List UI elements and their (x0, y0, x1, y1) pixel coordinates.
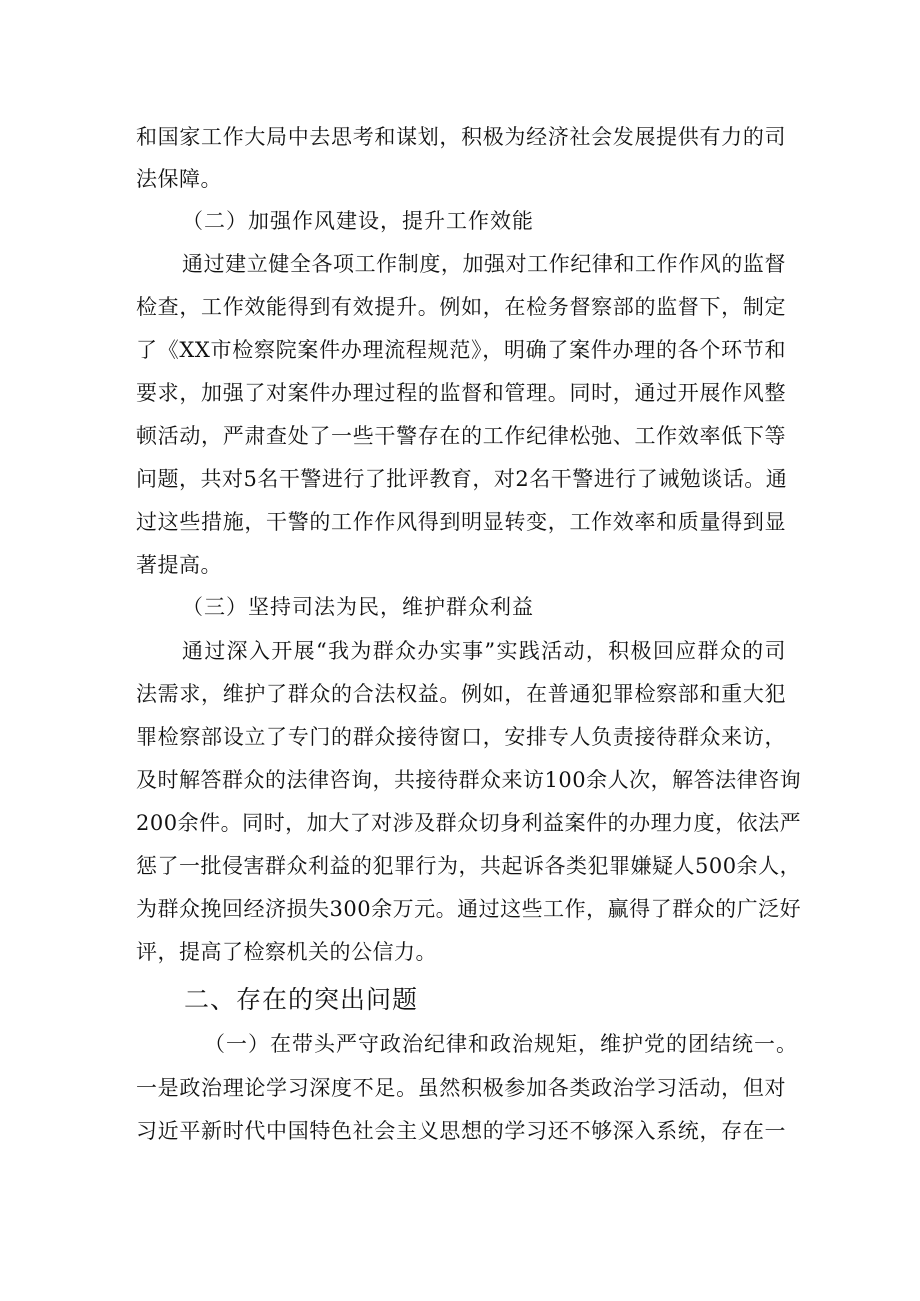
paragraph-line: 为群众挽回经济损失300余万元。通过这些工作，赢得了群众的广泛好 (136, 897, 802, 921)
paragraph-line: 顿活动，严肃查处了一些干警存在的工作纪律松弛、工作效率低下等 (136, 424, 786, 448)
paragraph-line: 评，提高了检察机关的公信力。 (136, 940, 437, 964)
paragraph-line: 通过建立健全各项工作制度，加强对工作纪律和工作作风的监督 (182, 252, 786, 276)
paragraph-line: 要求，加强了对案件办理过程的监督和管理。同时，通过开展作风整 (136, 381, 786, 405)
section2-subsection-title-1: （一）在带头严守政治纪律和政治规矩，维护党的团结统一。 (204, 1032, 798, 1056)
paragraph-line: 200余件。同时，加大了对涉及群众切身利益案件的办理力度，依法严 (136, 811, 802, 835)
paragraph-line: 通过深入开展“我为群众办实事”实践活动，积极回应群众的司 (182, 639, 786, 663)
paragraph-line: 过这些措施，干警的工作作风得到明显转变，工作效率和质量得到显 (136, 510, 786, 534)
subsection-title-2: （二）加强作风建设，提升工作效能 (182, 209, 534, 233)
paragraph-line: 检查，工作效能得到有效提升。例如，在检务督察部的监督下，制定 (136, 295, 786, 319)
paragraph-line: 了《XX市检察院案件办理流程规范》，明确了案件办理的各个环节和 (136, 338, 786, 362)
paragraph-line: 一是政治理论学习深度不足。虽然积极参加各类政治学习活动，但对 (136, 1076, 786, 1100)
paragraph-line: 习近平新时代中国特色社会主义思想的学习还不够深入系统，存在一 (136, 1119, 786, 1143)
paragraph-line: 问题，共对5名干警进行了批评教育，对2名干警进行了诫勉谈话。通 (136, 467, 788, 491)
section-heading: 二、存在的突出问题 (184, 985, 419, 1014)
paragraph-line: 惩了一批侵害群众利益的犯罪行为，共起诉各类犯罪嫌疑人500余人， (136, 854, 802, 878)
paragraph-line: 及时解答群众的法律咨询，共接待群众来访100余人次，解答法律咨询 (136, 768, 802, 792)
paragraph-line: 著提高。 (136, 553, 222, 577)
paragraph-line: 罪检察部设立了专门的群众接待窗口，安排专人负责接待群众来访， (136, 725, 786, 749)
paragraph-line: 法保障。 (136, 167, 222, 191)
paragraph-line: 和国家工作大局中去思考和谋划，积极为经济社会发展提供有力的司 (136, 125, 786, 149)
paragraph-line: 法需求，维护了群众的合法权益。例如，在普通犯罪检察部和重大犯 (136, 682, 786, 706)
subsection-title-3: （三）坚持司法为民，维护群众利益 (182, 595, 534, 619)
